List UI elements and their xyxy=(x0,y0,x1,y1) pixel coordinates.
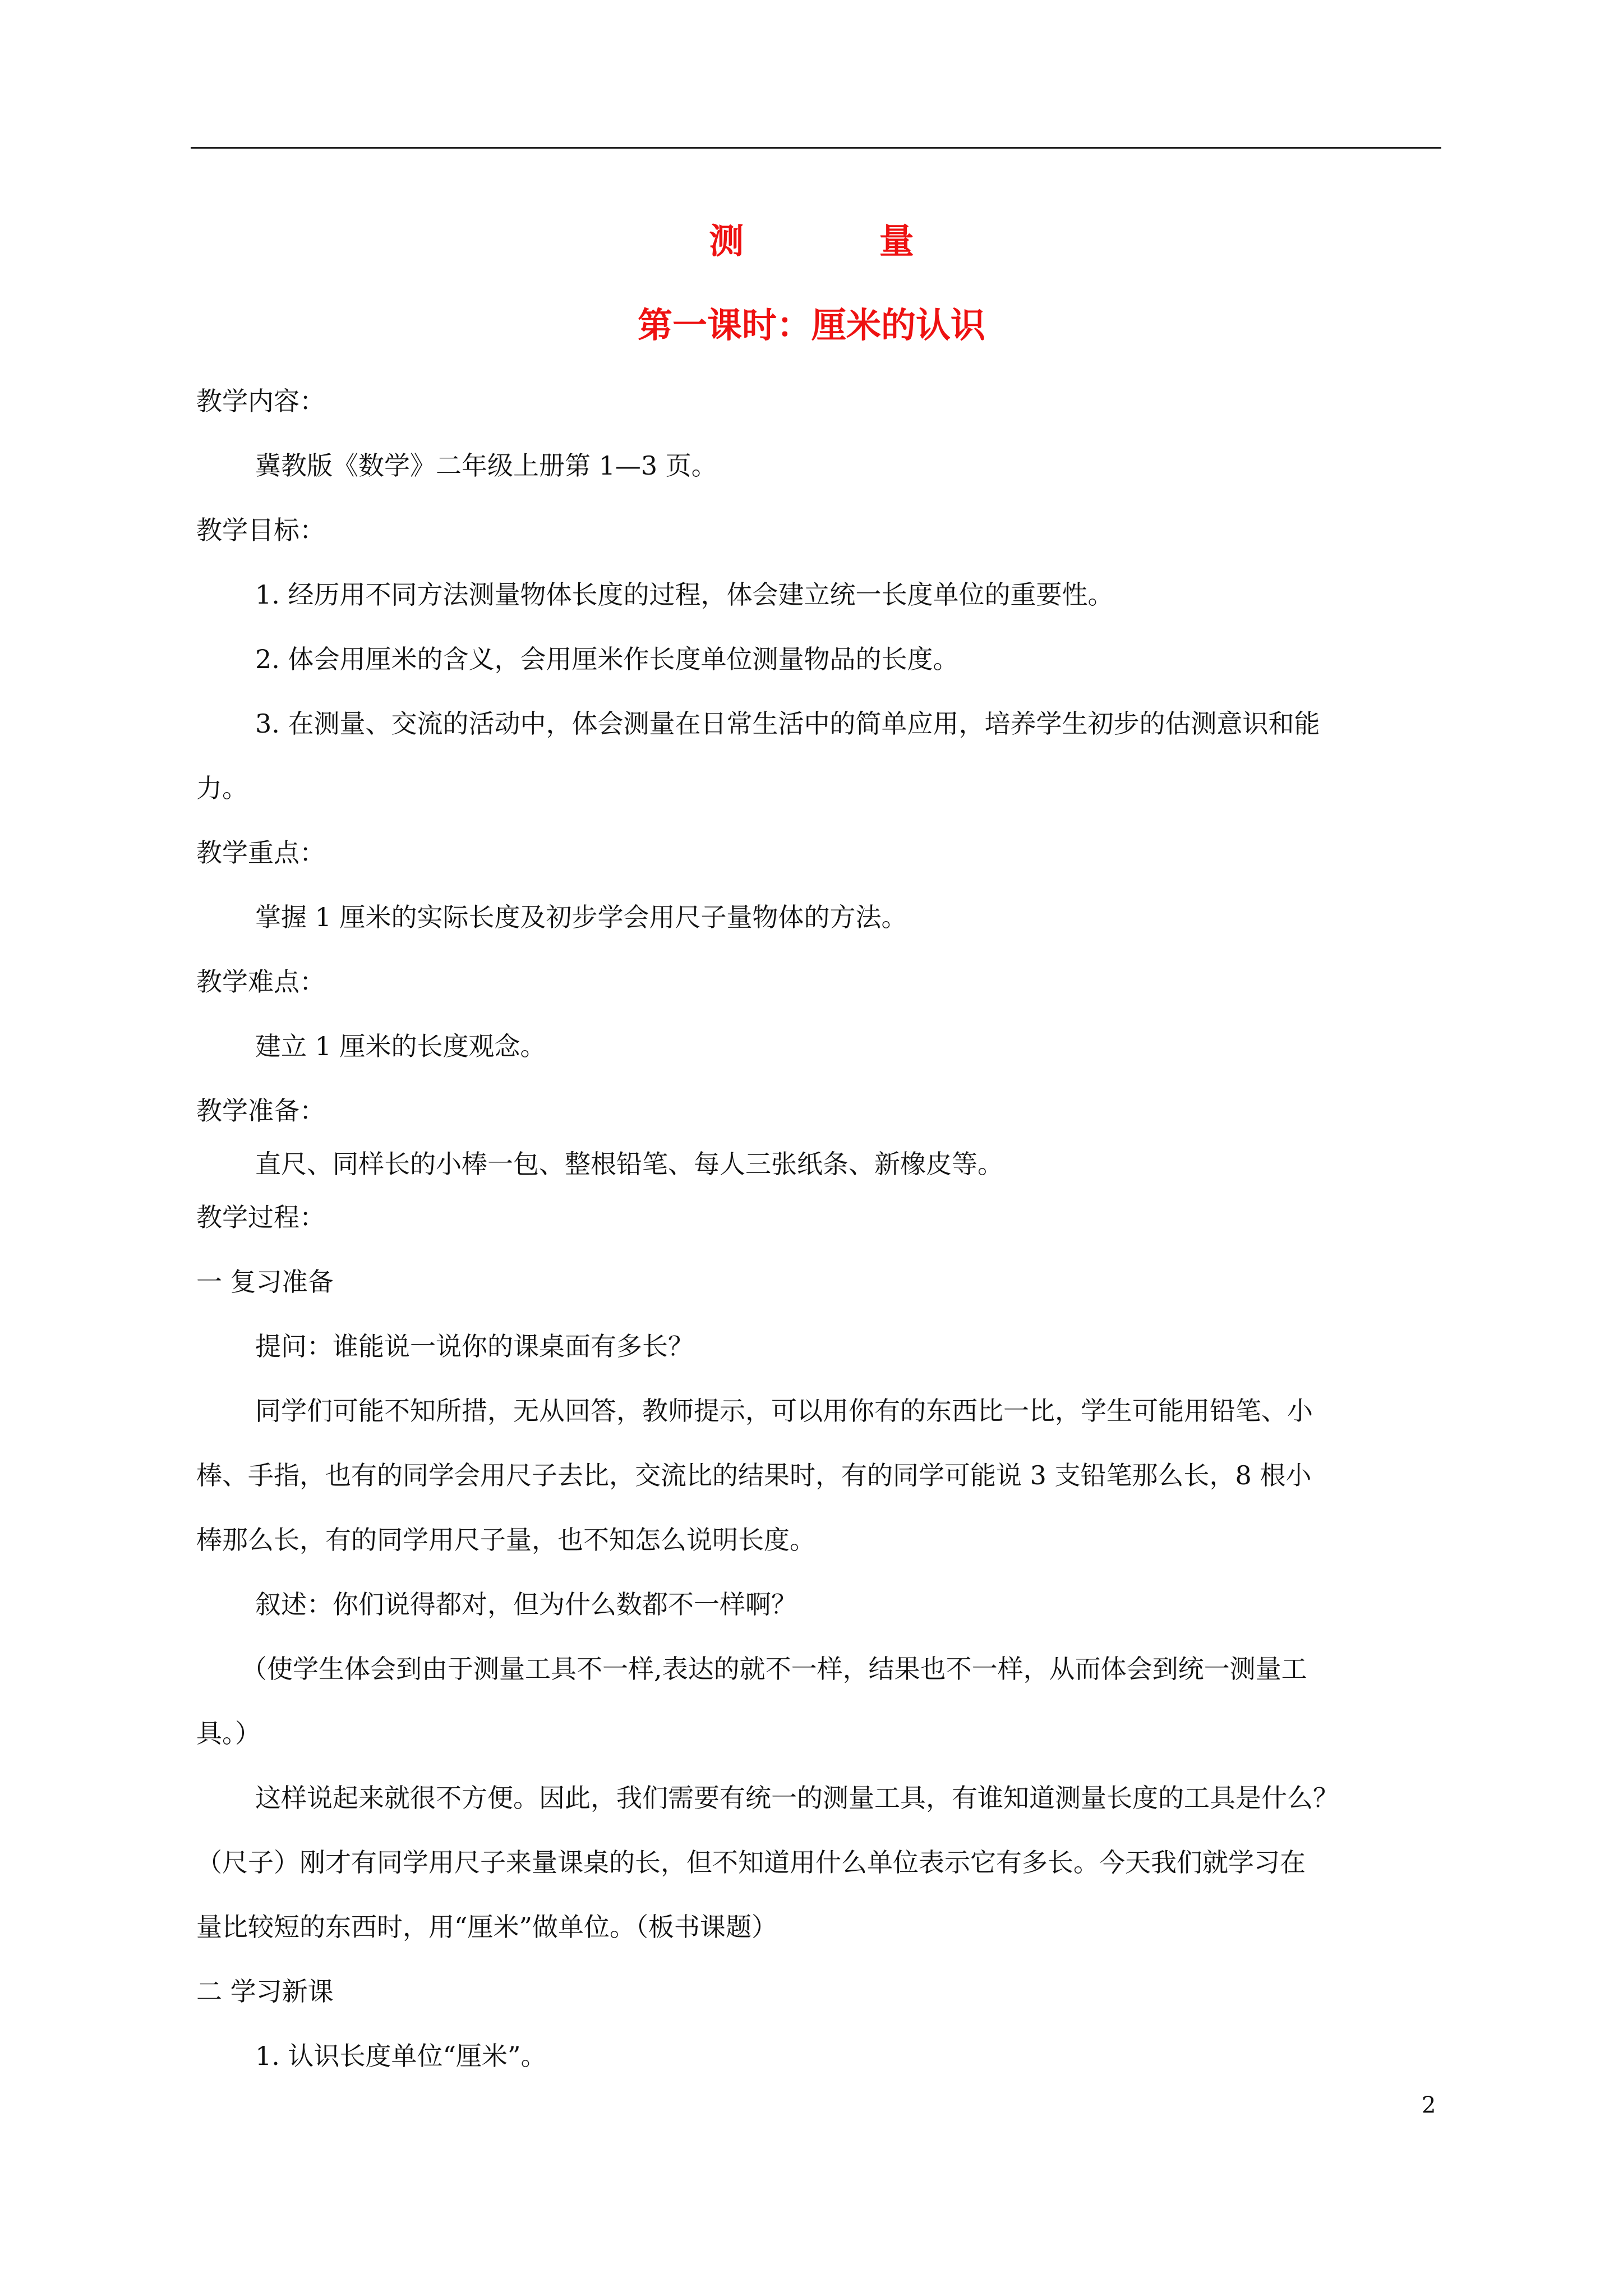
new-lesson-item-1: 1. 认识长度单位“厘米”。 xyxy=(255,2041,547,2071)
paragraph-narration: 叙述：你们说得都对，但为什么数都不一样啊？ xyxy=(255,1589,797,1619)
paragraph-difficulties: 建立 1 厘米的长度观念。 xyxy=(255,1031,546,1061)
paragraph-note-line-1: （使学生体会到由于测量工具不一样,表达的就不一样，结果也不一样，从而体会到统一测量工 xyxy=(241,1654,1307,1684)
heading-difficulties: 教学难点： xyxy=(196,967,325,997)
paragraph-textbook-pages: 冀教版《数学》二年级上册第 1—3 页。 xyxy=(255,450,717,481)
heading-teaching-goals: 教学目标： xyxy=(196,515,325,545)
goal-item-2: 2. 体会用厘米的含义，会用厘米作长度单位测量物品的长度。 xyxy=(255,644,959,674)
paragraph-tools-line-3: 量比较短的东西时，用“厘米”做单位。（板书课题） xyxy=(196,1912,778,1942)
heading-teaching-process: 教学过程： xyxy=(196,1202,325,1232)
page-number: 2 xyxy=(1422,2092,1436,2118)
section-heading-review: 一 复习准备 xyxy=(196,1267,334,1297)
paragraph-preparation: 直尺、同样长的小棒一包、整根铅笔、每人三张纸条、新橡皮等。 xyxy=(255,1149,1003,1179)
paragraph-key-points: 掌握 1 厘米的实际长度及初步学会用尺子量物体的方法。 xyxy=(255,902,907,932)
goal-item-1: 1. 经历用不同方法测量物体长度的过程，体会建立统一长度单位的重要性。 xyxy=(255,579,1114,610)
goal-item-3: 3. 在测量、交流的活动中，体会测量在日常生活中的简单应用，培养学生初步的估测意识和能 xyxy=(255,708,1320,739)
heading-preparation: 教学准备： xyxy=(196,1096,325,1126)
paragraph-tools-line-1: 这样说起来就很不方便。因此，我们需要有统一的测量工具，有谁知道测量长度的工具是什么？ xyxy=(255,1783,1339,1813)
heading-teaching-content: 教学内容： xyxy=(196,386,325,416)
header-rule xyxy=(191,147,1441,149)
lesson-subtitle: 第一课时：厘米的认识 xyxy=(637,305,985,346)
heading-key-points: 教学重点： xyxy=(196,838,325,868)
document-title: 测 量 xyxy=(709,220,976,261)
paragraph-tools-line-2: （尺子）刚才有同学用尺子来量课桌的长，但不知道用什么单位表示它有多长。今天我们就学习在 xyxy=(196,1847,1306,1878)
paragraph-students-line-1: 同学们可能不知所措，无从回答，教师提示，可以用你有的东西比一比，学生可能用铅笔、小 xyxy=(255,1396,1313,1426)
paragraph-question: 提问：谁能说一说你的课桌面有多长？ xyxy=(255,1331,694,1361)
paragraph-note-line-2: 具。） xyxy=(196,1718,261,1749)
goal-item-3-continued: 力。 xyxy=(196,773,248,803)
section-heading-new-lesson: 二 学习新课 xyxy=(196,1976,334,2007)
paragraph-students-line-3: 棒那么长，有的同学用尺子量，也不知怎么说明长度。 xyxy=(196,1525,815,1555)
paragraph-students-line-2: 棒、手指，也有的同学会用尺子去比，交流比的结果时，有的同学可能说 3 支铅笔那么长，8 根小 xyxy=(196,1460,1312,1490)
